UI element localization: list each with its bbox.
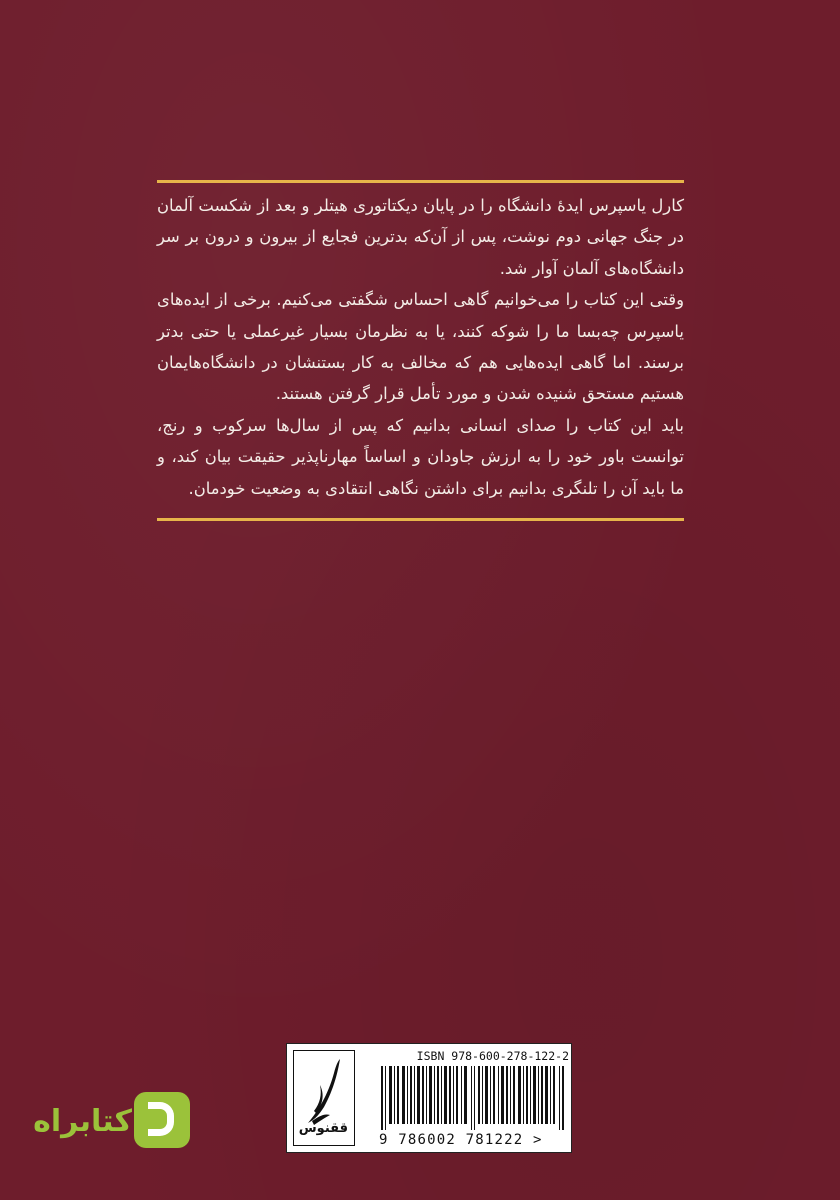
publisher-logo-text: ققنوس — [298, 1121, 348, 1136]
top-gold-rule — [157, 180, 684, 183]
blurb-paragraph-3: باید این کتاب را صدای انسانی بدانیم که پس از سال‌ها سرکوب و رنج، توانست باور خود را به ارزش جاودان و اساساً مهارناپذیر حقیقت بیان کند، و ما باید آن را تلنگری بدانیم برای داشتن نگاهی انتقادی به وضعیت خودمان. — [157, 415, 684, 498]
blurb-paragraph-1: کارل یاسپرس ایدهٔ دانشگاه را در پایان دیکتاتوری هیتلر و بعد از شکست آلمان در جنگ جهانی دوم نوشت، پس از آن‌که بدترین فجایع از بیرون و درون بر سر دانشگاه‌های آلمان آوار شد. — [157, 196, 684, 278]
barcode-bars — [379, 1066, 569, 1130]
isbn-label: ISBN 978-600-278-122-2 — [416, 1049, 569, 1063]
blurb-paragraph-2: وقتی این کتاب را می‌خوانیم گاهی احساس شگفتی می‌کنیم. برخی از ایده‌های یاسپرس چه‌بسا ما را شوکه کنند، یا به نظرمان بسیار غیرعملی یا حتی بدتر برسند. اما گاهی ایده‌هایی هم که مخالف به کار بستنشان در دانشگاه‌هایمان هستیم مستحق شنیده شدن و مورد تأمل قرار گرفتن هستند. — [157, 290, 684, 404]
bottom-gold-rule — [157, 518, 684, 521]
barcode-digits: 9 786002 781222 > — [379, 1132, 543, 1148]
back-cover-blurb — [157, 190, 684, 504]
store-logo — [33, 1092, 198, 1158]
publisher-logo-icon — [293, 1050, 355, 1146]
store-name: کتابراه — [33, 1104, 132, 1139]
isbn-barcode-panel — [286, 1043, 572, 1153]
ketabrah-mark-icon — [134, 1092, 190, 1148]
